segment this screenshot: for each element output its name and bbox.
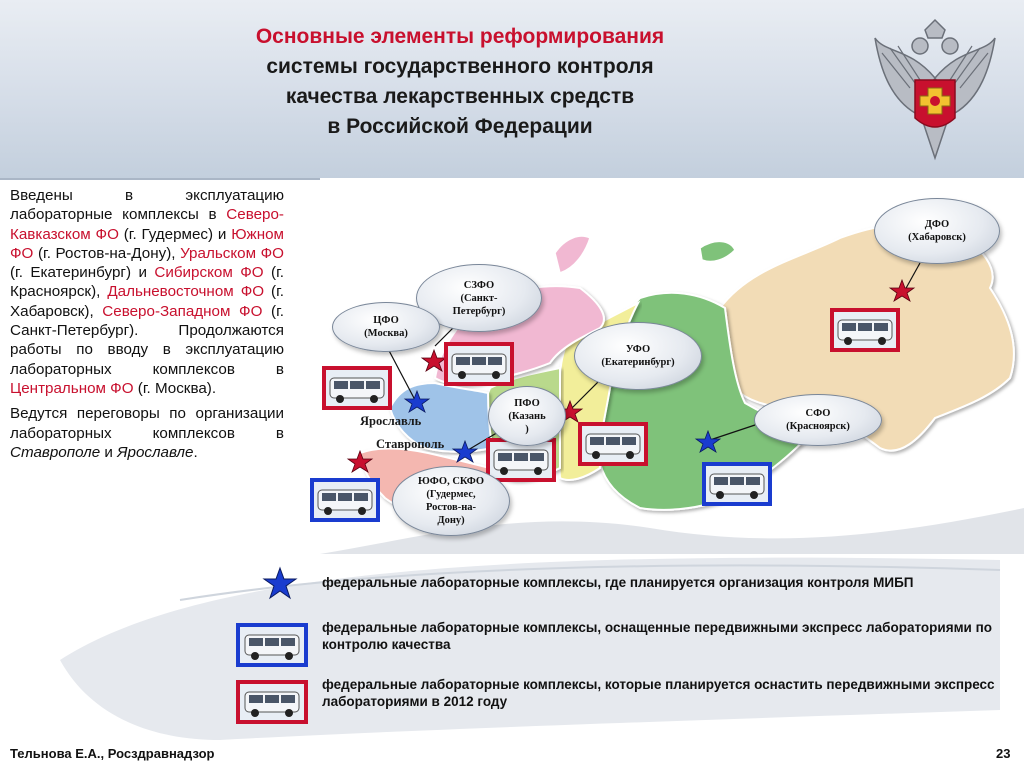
text-fragment: Ведутся переговоры по организации лабораторных комплексов в bbox=[10, 405, 284, 442]
bubble-cfo bbox=[332, 302, 440, 352]
highlight-szfo: Северо-Западном ФО bbox=[102, 302, 263, 320]
bubble-text: СФО bbox=[805, 408, 831, 419]
italic-yaroslavl: Ярославле bbox=[117, 443, 194, 461]
van-icon-yufo bbox=[310, 478, 380, 522]
bubble-text: (Казань bbox=[508, 410, 546, 422]
description-paragraph-2 bbox=[10, 404, 284, 462]
van-icon-dfo bbox=[830, 308, 900, 352]
bubble-text: УФО bbox=[625, 344, 651, 355]
description-paragraph-1 bbox=[10, 186, 284, 398]
legend-item-2: федеральные лабораторные комплексы, оснащенные передвижными экспресс лабораториями по контролю качества bbox=[322, 620, 993, 652]
van-icon-szfo bbox=[444, 342, 514, 386]
text-fragment: . bbox=[193, 443, 198, 461]
title-line-4: в Российской Федерации bbox=[327, 115, 593, 138]
title-line-1: Основные элементы реформирования bbox=[255, 25, 665, 48]
title-line-3: качества лекарственных средств bbox=[285, 85, 635, 108]
page-number: 23 bbox=[996, 746, 1011, 761]
bubble-text: (Гудермес, bbox=[426, 489, 476, 500]
highlight-yufo: Южном ФО bbox=[10, 225, 284, 262]
marker-red-star-yufo bbox=[348, 451, 372, 472]
marker-blue-star-sfo bbox=[696, 431, 720, 452]
bubble-sfo bbox=[754, 394, 882, 446]
bubble-text: (Москва) bbox=[364, 328, 408, 339]
bubble-text: Ростов-на- bbox=[425, 502, 477, 513]
footer-author: Тельнова Е.А., Росздравнадзор bbox=[10, 746, 215, 761]
text-fragment: Введены в эксплуатацию лабораторные комплексы в bbox=[10, 187, 284, 224]
russia-federal-districts-map bbox=[320, 178, 1024, 554]
double-headed-eagle-emblem-icon bbox=[870, 18, 1000, 168]
bubble-text: (Хабаровск) bbox=[908, 232, 966, 243]
bubble-text: (Красноярск) bbox=[786, 421, 850, 432]
bubble-text: Дону) bbox=[437, 515, 465, 526]
highlight-ncfo: Северо-Кавказском ФО bbox=[10, 206, 284, 243]
highlight-dfo: Дальневосточном ФО bbox=[107, 283, 265, 301]
label-yaroslavl: Ярославль bbox=[360, 414, 422, 428]
van-icon-ufo bbox=[578, 422, 648, 466]
description-text bbox=[10, 186, 284, 468]
marker-blue-star-stavropol bbox=[453, 441, 477, 462]
italic-stavropol: Ставрополе bbox=[10, 443, 101, 461]
text-fragment: (г. Екатеринбург) и bbox=[10, 264, 155, 282]
van-icon-cfo bbox=[322, 366, 392, 410]
text-fragment: (г. Гудермес) и bbox=[118, 225, 232, 243]
bubble-text: СЗФО bbox=[463, 279, 495, 291]
label-stavropol: Ставрополь bbox=[376, 437, 445, 451]
bubble-text: (Екатеринбург) bbox=[601, 357, 675, 368]
title-line-2: системы государственного контроля bbox=[266, 55, 654, 78]
blue-star-icon bbox=[262, 566, 298, 602]
text-fragment: (г. Ростов-на-Дону), bbox=[33, 244, 181, 262]
bubble-dfo bbox=[874, 198, 1000, 264]
bubble-text: ) bbox=[525, 423, 529, 435]
text-fragment: (г. Хабаровск), bbox=[10, 283, 285, 320]
text-fragment: и bbox=[100, 443, 118, 461]
bubble-text: ЦФО bbox=[373, 315, 399, 326]
legend-item-3: федеральные лабораторные комплексы, которые планируется оснастить передвижными экспресс лабораториями в 2012 году bbox=[322, 677, 995, 709]
marker-red-star-szfo bbox=[422, 350, 446, 371]
highlight-cfo: Центральном ФО bbox=[10, 379, 134, 397]
marker-blue-star-yaroslavl bbox=[405, 391, 429, 412]
bubble-ufo bbox=[574, 322, 702, 390]
page-title bbox=[170, 22, 750, 142]
bubble-text: ДФО bbox=[924, 219, 950, 230]
bubble-text: Петербург) bbox=[452, 305, 506, 317]
van-icon-sfo bbox=[702, 462, 772, 506]
bubble-text: (Санкт- bbox=[460, 292, 498, 304]
bubble-text: ПФО bbox=[514, 397, 540, 409]
bubble-text: ЮФО, СКФО bbox=[417, 476, 485, 487]
text-fragment: (г. Красноярск), bbox=[10, 264, 284, 301]
legend-item-1: федеральные лабораторные комплексы, где планируется организация контроля МИБП bbox=[322, 575, 914, 590]
bubble-pfo bbox=[488, 386, 566, 446]
legend-red-van-icon bbox=[236, 680, 308, 724]
text-fragment: (г. Санкт-Петербург). Продолжаются работы по вводу в эксплуатацию лабораторных комплексов в bbox=[10, 302, 284, 378]
header-banner bbox=[0, 0, 1024, 180]
text-fragment: (г. Москва). bbox=[133, 379, 217, 397]
bubble-yufo-skfo bbox=[392, 466, 510, 536]
highlight-sfo: Сибирском ФО bbox=[154, 264, 264, 282]
marker-red-star-dfo bbox=[890, 280, 914, 301]
legend-blue-van-icon bbox=[236, 623, 308, 667]
highlight-ufo: Уральском ФО bbox=[180, 244, 284, 262]
